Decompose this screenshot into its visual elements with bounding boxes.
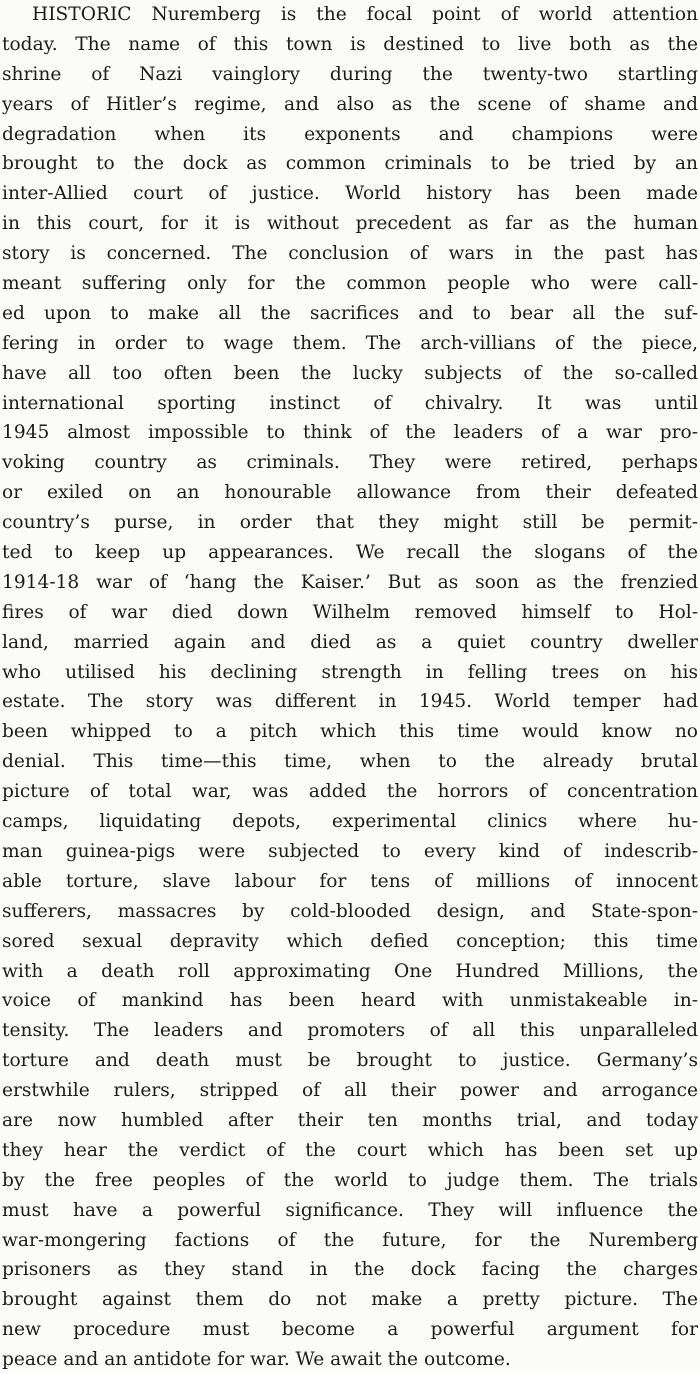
text-line: are now humbled after their ten months trial, and today (2, 1109, 698, 1131)
text-line: by the free peoples of the world to judge them. The trials (2, 1169, 698, 1191)
text-line: they hear the verdict of the court which has been set up (2, 1139, 698, 1161)
text-line: with a death roll approximating One Hundred Millions, the (2, 960, 698, 982)
text-line: peace and an antidote for war. We await the outcome. (2, 1349, 511, 1371)
text-line: international sporting instinct of chivalry. It was until (2, 392, 698, 414)
text-line: brought against them do not make a pretty picture. The (2, 1289, 698, 1311)
text-line: war-mongering factions of the future, for the Nuremberg (2, 1229, 698, 1251)
text-line: years of Hitler’s regime, and also as the scene of shame and (2, 93, 698, 115)
text-line: or exiled on an honourable allowance from their defeated (2, 482, 698, 504)
text-line: been whipped to a pitch which this time would know no (2, 721, 698, 743)
text-line: voking country as criminals. They were retired, perhaps (2, 452, 698, 474)
text-line: ted to keep up appearances. We recall the slogans of the (2, 542, 698, 564)
text-line: today. The name of this town is destined to live both as the (2, 33, 698, 55)
text-line: shrine of Nazi vainglory during the twenty-two startling (2, 63, 698, 85)
text-line: erstwhile rulers, stripped of all their power and arrogance (2, 1080, 698, 1102)
text-line: fering in order to wage them. The arch-villians of the piece, (2, 332, 698, 354)
text-line: man guinea-pigs were subjected to every kind of indescrib- (2, 840, 698, 862)
text-line: land, married again and died as a quiet country dweller (2, 631, 698, 653)
text-line: voice of mankind has been heard with unmistakeable in- (2, 990, 698, 1012)
text-line: denial. This time—this time, when to the already brutal (2, 751, 698, 773)
article-opening-line: HISTORIC Nuremberg is the focal point of world attention (32, 4, 698, 25)
text-line: have all too often been the lucky subjects of the so-called (2, 362, 698, 384)
text-line: story is concerned. The conclusion of wars in the past has (2, 243, 698, 265)
text-line: who utilised his declining strength in felling trees on his (2, 661, 698, 683)
text-line: picture of total war, was added the horrors of concentration (2, 781, 698, 803)
text-line: new procedure must become a powerful argument for (2, 1319, 698, 1341)
text-line: must have a powerful significance. They will influence the (2, 1199, 698, 1221)
article-body (2, 0, 698, 1375)
text-line: 1914-18 war of ‘hang the Kaiser.’ But as soon as the frenzied (2, 571, 698, 593)
text-line: brought to the dock as common criminals to be tried by an (2, 153, 698, 175)
text-line: tensity. The leaders and promoters of all this unparalleled (2, 1020, 698, 1042)
text-line: degradation when its exponents and champions were (2, 123, 698, 145)
text-line: prisoners as they stand in the dock facing the charges (2, 1259, 698, 1281)
text-line: sored sexual depravity which defied conception; this time (2, 930, 698, 952)
text-line: in this court, for it is without precedent as far as the human (2, 213, 698, 235)
text-line: fires of war died down Wilhelm removed himself to Hol- (2, 601, 698, 623)
text-line: meant suffering only for the common people who were call- (2, 273, 698, 295)
text-line: ed upon to make all the sacrifices and to bear all the suf- (2, 302, 698, 324)
text-line: country’s purse, in order that they might still be permit- (2, 512, 698, 534)
text-line: able torture, slave labour for tens of millions of innocent (2, 870, 698, 892)
text-line: sufferers, massacres by cold-blooded design, and State-spon- (2, 900, 698, 922)
text-line: inter-Allied court of justice. World history has been made (2, 183, 698, 205)
text-line: camps, liquidating depots, experimental clinics where hu- (2, 811, 698, 833)
text-line: 1945 almost impossible to think of the leaders of a war pro- (2, 422, 698, 444)
text-line: torture and death must be brought to justice. Germany’s (2, 1050, 698, 1072)
text-line: estate. The story was different in 1945. World temper had (2, 691, 698, 713)
